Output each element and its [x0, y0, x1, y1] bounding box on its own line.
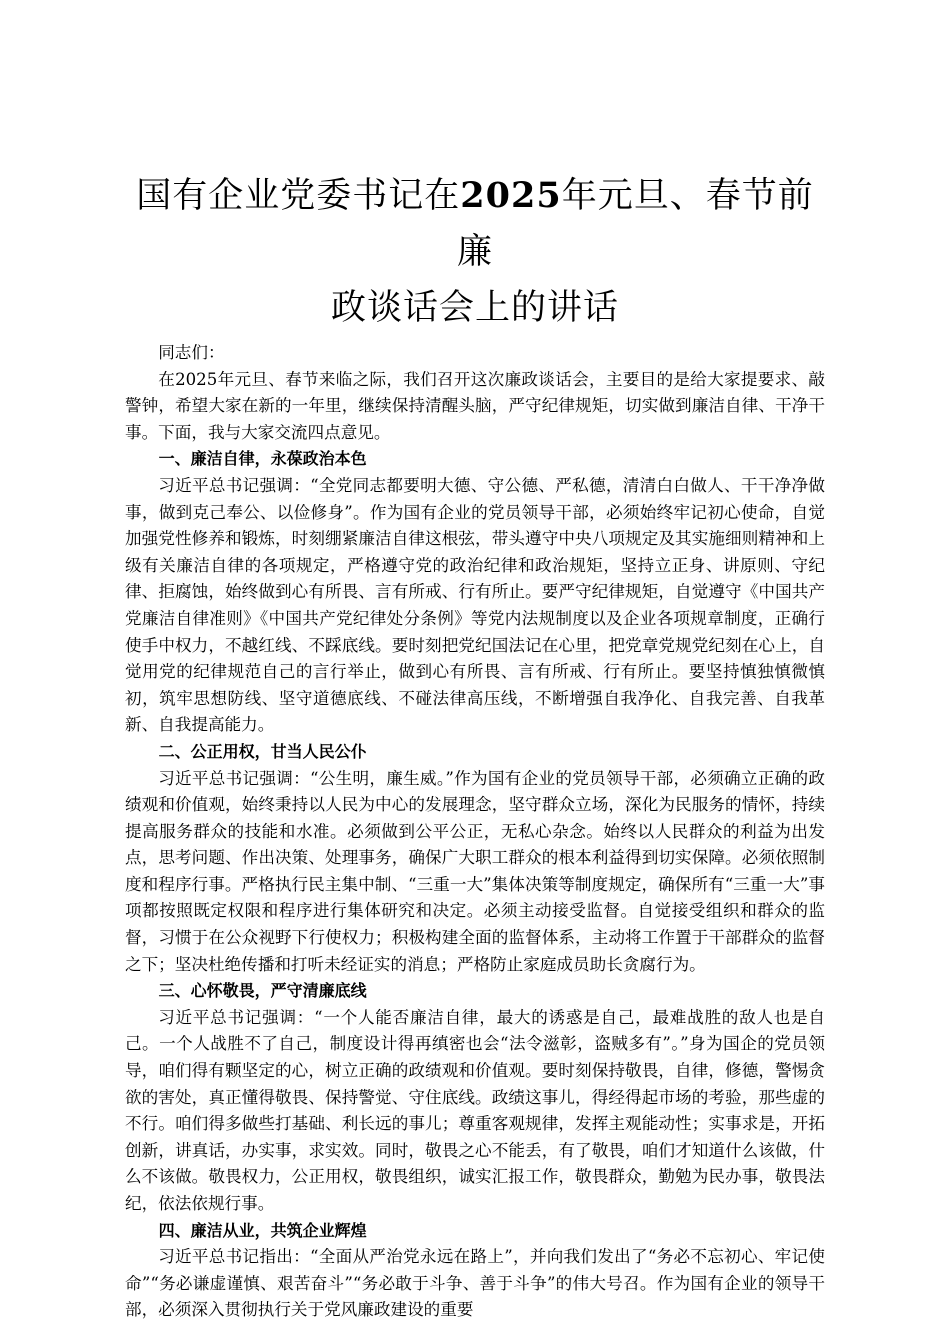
- title-year: 2025: [460, 175, 562, 216]
- section-3-heading: 三、心怀敬畏，严守清廉底线: [158, 981, 367, 1001]
- section-4-body: 习近平总书记指出：“全面从严治党永远在路上”，并向我们发出了“务必不忘初心、牢记使命”“务必谦虚谨慎、艰苦奋斗”“务必敢于斗争、善于斗争”的伟大号召。作为国有企业的领导干部，必须深入贯彻执行关于党风廉政建设的重要: [125, 1247, 825, 1320]
- section-2-heading: 二、公正用权，甘当人民公仆: [158, 741, 367, 761]
- section-3-body: 习近平总书记强调：“一个人能否廉洁自律，最大的诱惑是自己，最难战胜的敌人也是自己。一个人战胜不了自己，制度设计得再缜密也会“法令滋彰，盗贼多有”。”身为国企的党员领导，咱们得有颗坚定的心，树立正确的政绩观和价值观。要时刻保持敬畏，自律，修德，警惕贪欲的害处，真正懂得敬畏、保持警觉、守住底线。政绩这事儿，得经得起市场的考验，那些虚的不行。咱们得多做些打基础、利长远的事儿；尊重客观规律，发挥主观能动性；实事求是，开拓创新，讲真话，办实事，求实效。同时，敬畏之心不能丢，有了敬畏，咱们才知道什么该做，什么不该做。敬畏权力，公正用权，敬畏组织，诚实汇报工作，敬畏群众，勤勉为民办事，敬畏法纪，依法依规行事。: [125, 1007, 825, 1213]
- title-line1-b: 年元旦、春节前廉: [456, 176, 814, 272]
- intro-paragraph: 在2025年元旦、春节来临之际，我们召开这次廉政谈话会，主要目的是给大家提要求、敲警钟，希望大家在新的一年里，继续保持清醒头脑，严守纪律规矩，切实做到廉洁自律、干净干事。下面，我与大家交流四点意见。: [125, 369, 825, 442]
- salutation: 同志们：: [158, 343, 225, 362]
- title-line2: 政谈话会上的讲话: [330, 288, 619, 328]
- section-2-body: 习近平总书记强调：“公生明，廉生威。”作为国有企业的党员领导干部，必须确立正确的政绩观和价值观，始终秉持以人民为中心的发展理念，坚守群众立场，深化为民服务的情怀，持续提高服务群众的技能和水准。必须做到公平公正，无私心杂念。始终以人民群众的利益为出发点，思考问题、作出决策、处理事务，确保广大职工群众的根本利益得到切实保障。必须依照制度和程序行事。严格执行民主集中制、“三重一大”集体决策等制度规定，确保所有“三重一大”事项都按照既定权限和程序进行集体研究和决定。必须主动接受监督。自觉接受组织和群众的监督，习惯于在公众视野下行使权力；积极构建全面的监督体系，主动将工作置于干部群众的监督之下；坚决杜绝传播和打听未经证实的消息；严格防止家庭成员助长贪腐行为。: [125, 768, 825, 974]
- section-1-body: 习近平总书记强调：“全党同志都要明大德、守公德、严私德，清清白白做人、干干净净做事，做到克己奉公、以俭修身”。作为国有企业的党员领导干部，必须始终牢记初心使命，自觉加强党性修养和锻炼，时刻绷紧廉洁自律这根弦，带头遵守中央八项规定及其实施细则精神和上级有关廉洁自律的各项规定，严格遵守党的政治纪律和政治规矩，坚持立正身、讲原则、守纪律、拒腐蚀，始终做到心有所畏、言有所戒、行有所止。要严守纪律规矩，自觉遵守《中国共产党廉洁自律准则》《中国共产党纪律处分条例》等党内法规制度以及企业各项规章制度，正确行使手中权力，不越红线、不踩底线。要时刻把党纪国法记在心里，把党章党规党纪刻在心上，自觉用党的纪律规范自己的言行举止，做到心有所畏、言有所戒、行有所止。要坚持慎独慎微慎初，筑牢思想防线、坚守道德底线、不碰法律高压线，不断增强自我净化、自我完善、自我革新、自我提高能力。: [125, 475, 825, 735]
- document-title: [125, 168, 825, 336]
- section-4-heading: 四、廉洁从业，共筑企业辉煌: [158, 1220, 367, 1240]
- section-1-heading: 一、廉洁自律，永葆政治本色: [158, 449, 367, 469]
- title-line1-a: 国有企业党委书记在: [136, 176, 461, 216]
- document-page: [125, 168, 825, 1324]
